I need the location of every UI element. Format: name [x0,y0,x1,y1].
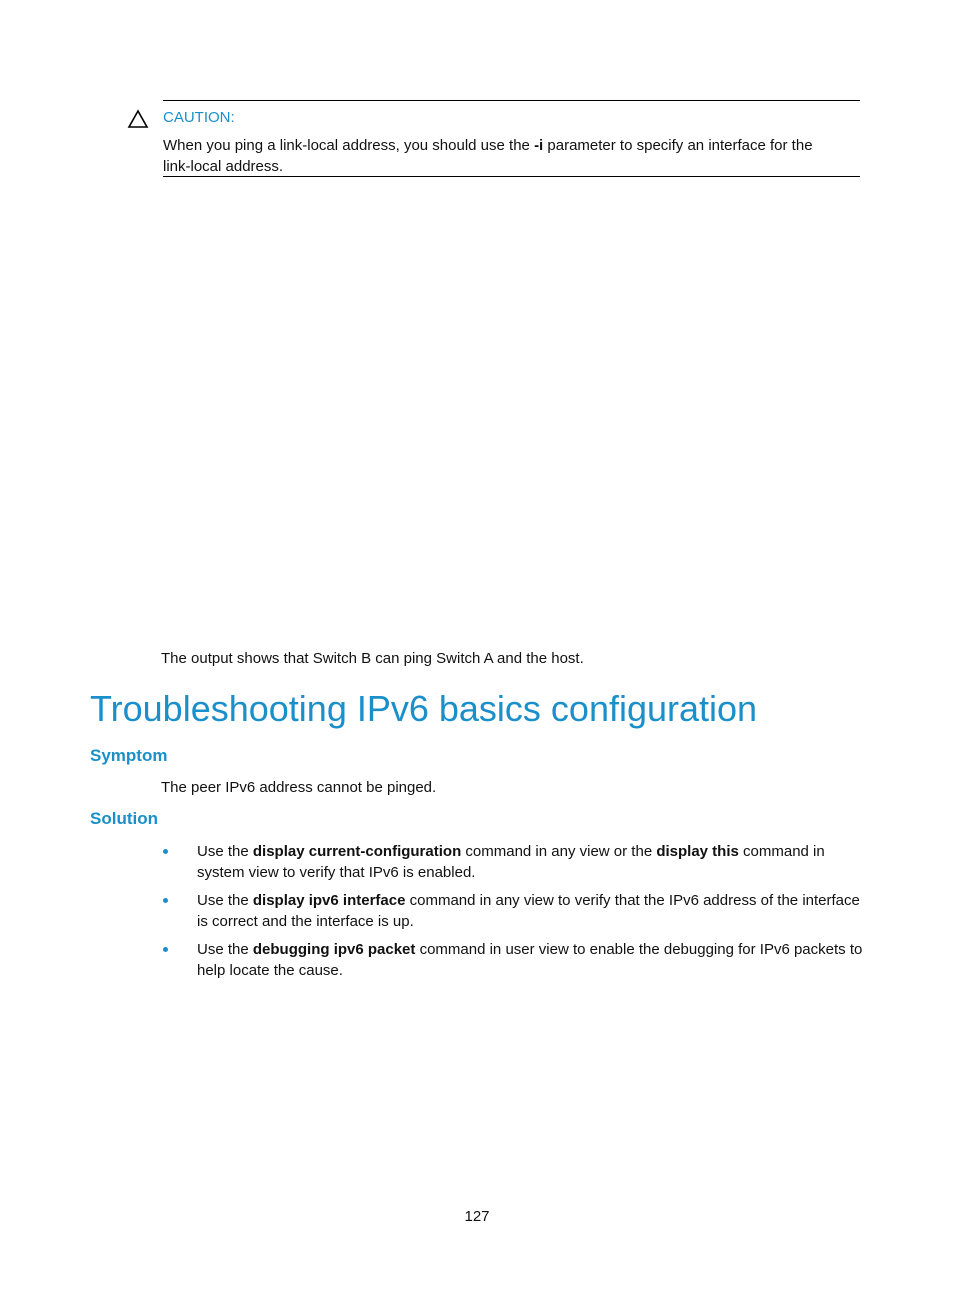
bullet-icon [163,947,168,952]
page-number: 127 [464,1208,490,1225]
warning-triangle-icon [127,109,149,129]
solution-list [161,841,866,988]
symptom-heading: Symptom [90,746,168,765]
caution-label: CAUTION: [163,109,235,126]
list-item: Use the display current-configuration command in any view or the display this command in system view to verify that IPv6 is enabled. [161,841,866,883]
output-note: The output shows that Switch B can ping Switch A and the host. [161,650,584,667]
bullet-icon [163,849,168,854]
bullet-icon [163,898,168,903]
list-item: Use the debugging ipv6 packet command in user view to enable the debugging for IPv6 packets to help locate the cause. [161,939,866,981]
symptom-text: The peer IPv6 address cannot be pinged. [161,779,437,796]
list-item: Use the display ipv6 interface command in any view to verify that the IPv6 address of the interface is correct and the interface is up. [161,890,866,932]
section-title: Troubleshooting IPv6 basics configuration [90,688,758,729]
solution-heading: Solution [90,809,158,828]
caution-text: When you ping a link-local address, you should use the -i parameter to specify an interface for the link-local address. [163,137,813,175]
